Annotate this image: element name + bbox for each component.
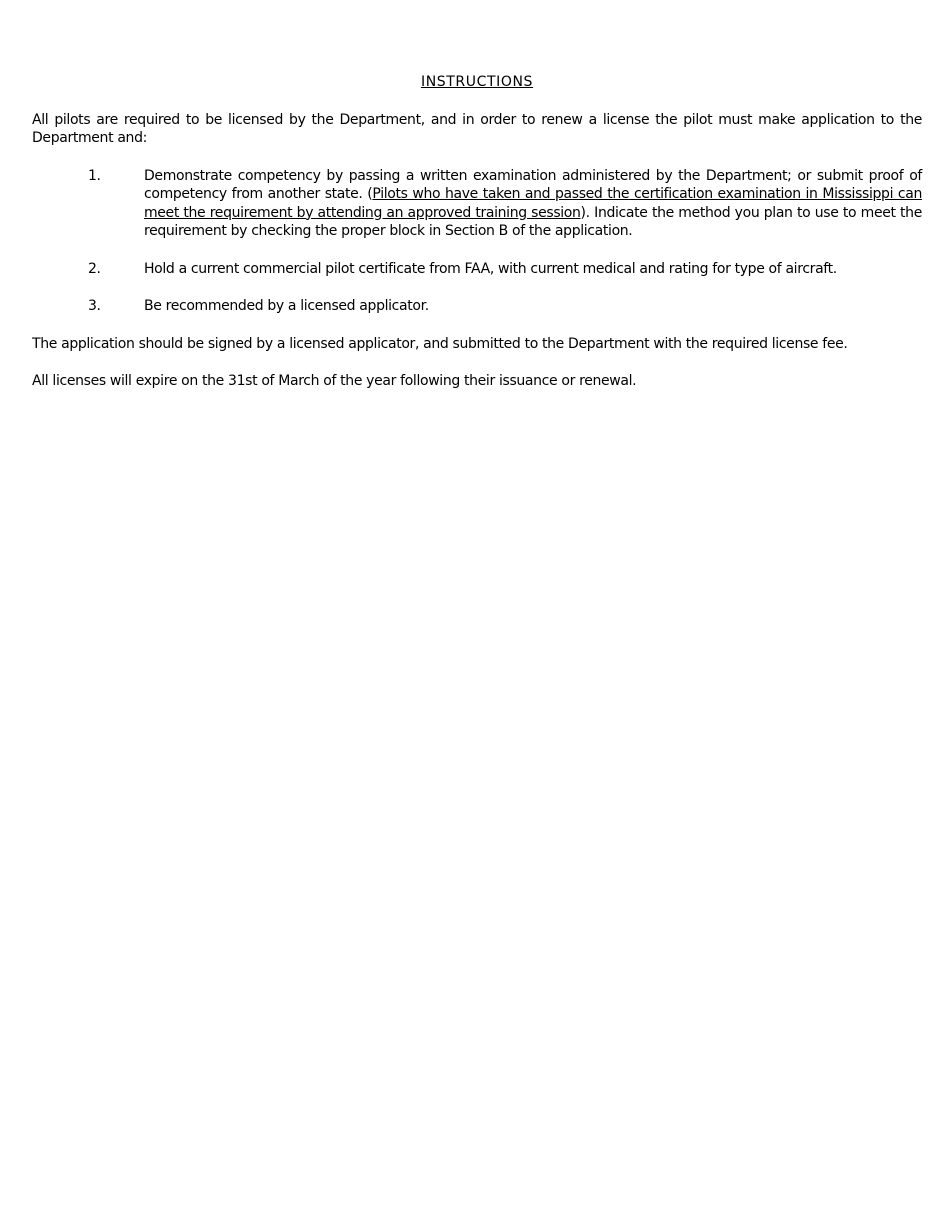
page-title: INSTRUCTIONS: [420, 74, 534, 90]
list-item-number: 3.: [88, 298, 101, 314]
list-item-text: Demonstrate competency by passing a written examination administered by the Department; or submit proof of competency from another state. (: [144, 167, 922, 202]
list-item-number: 1.: [88, 167, 101, 184]
list-item-number: 2.: [88, 260, 101, 277]
list-item-text: Hold a current commercial pilot certificate from FAA, with current medical and rating for type of aircraft.: [144, 260, 837, 277]
requirements-list: [32, 167, 922, 316]
instructions-page: [32, 73, 922, 391]
intro-paragraph: All pilots are required to be licensed by the Department, and in order to renew a license the pilot must make application to the Department and:: [32, 111, 922, 146]
submission-paragraph: The application should be signed by a licensed applicator, and submitted to the Department with the required license fee.: [32, 335, 848, 352]
expiration-paragraph: All licenses will expire on the 31st of March of the year following their issuance or renewal.: [32, 373, 637, 389]
list-item: [32, 167, 922, 241]
list-item-text: ). Indicate the method you plan to use to meet the requirement by checking the proper block in Section B of the application.: [144, 204, 922, 239]
underlined-note: Pilots who have taken and passed the certification examination in Mississippi can meet the requirement by attending an approved training session: [144, 186, 922, 221]
list-item: [32, 297, 922, 316]
list-item: [32, 260, 922, 279]
list-item-text: Be recommended by a licensed applicator.: [144, 298, 429, 314]
